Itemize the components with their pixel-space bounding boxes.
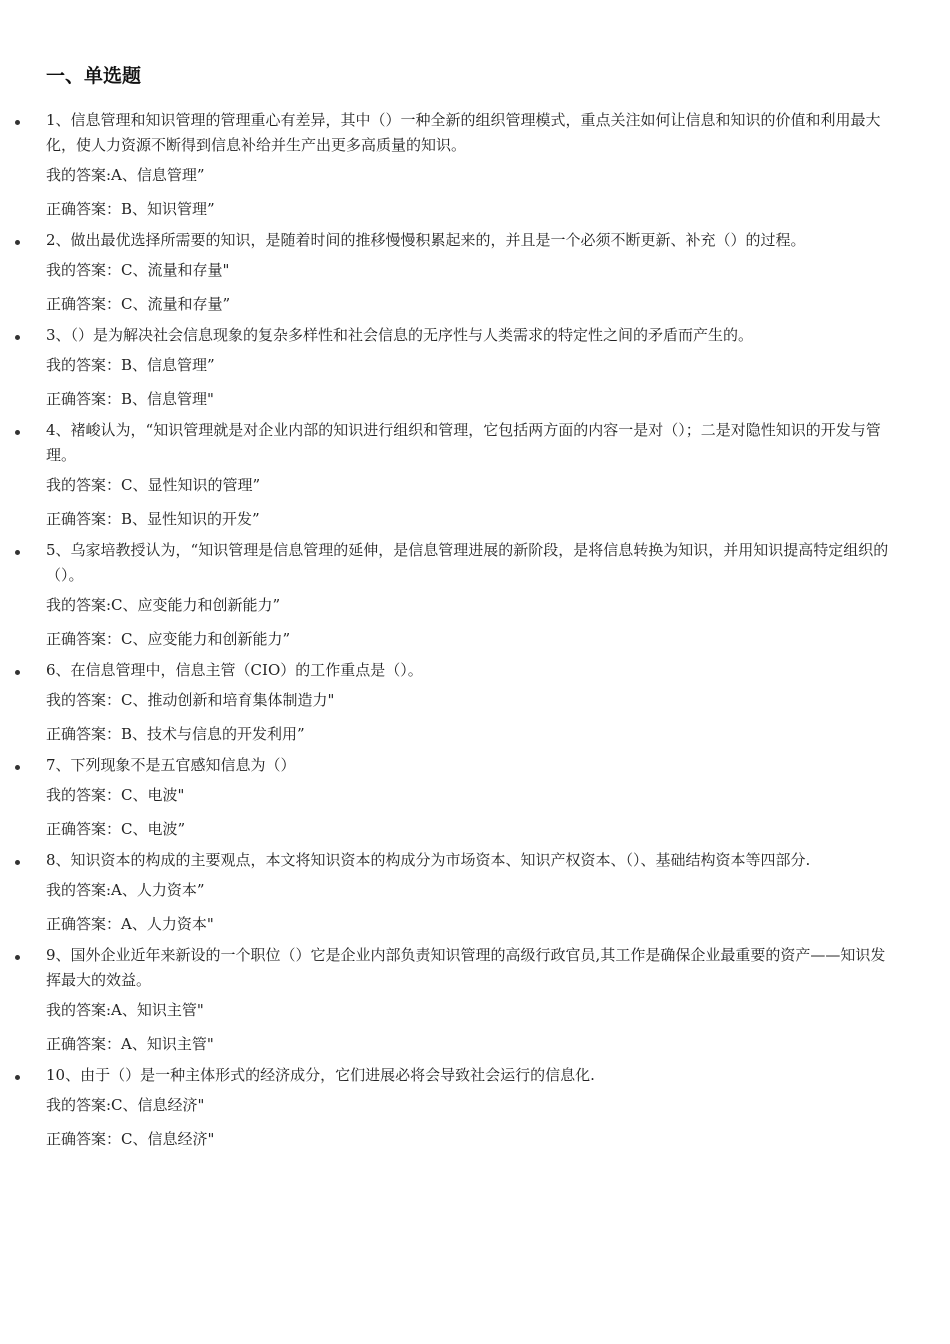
question-text: 1、信息管理和知识管理的管理重心有差异，其中（）一种全新的组织管理模式，重点关注如何让信息和知识的价值和利用最大化，使人力资源不断得到信息补给并生产出更多高质量的知识。	[46, 111, 881, 154]
bullet-icon	[15, 1075, 20, 1080]
bullet-icon	[15, 430, 20, 435]
bullet-icon	[15, 860, 20, 865]
my-answer: 我的答案:A、人力资本”	[46, 880, 205, 899]
bullet-icon	[15, 955, 20, 960]
my-answer: 我的答案：B、信息管理”	[46, 355, 215, 374]
question-text: 5、乌家培教授认为，“知识管理是信息管理的延伸，是信息管理进展的新阶段，是将信息转换为知识，并用知识提高特定组织的（）。	[46, 541, 889, 584]
correct-answer: 正确答案：B、显性知识的开发”	[46, 509, 260, 528]
question-list	[0, 106, 950, 1156]
question-item-6	[0, 656, 950, 751]
question-item-5	[0, 536, 950, 656]
question-item-7	[0, 751, 950, 846]
correct-answer: 正确答案：C、信息经济"	[46, 1129, 215, 1148]
question-text: 8、知识资本的构成的主要观点，本文将知识资本的构成分为市场资本、知识产权资本、（）、基础结构资本等四部分.	[46, 851, 811, 869]
my-answer: 我的答案:A、信息管理”	[46, 165, 205, 184]
question-text: 3、（）是为解决社会信息现象的复杂多样性和社会信息的无序性与人类需求的特定性之间的矛盾而产生的。	[46, 326, 754, 344]
correct-answer: 正确答案：A、知识主管"	[46, 1034, 214, 1053]
my-answer: 我的答案:A、知识主管"	[46, 1000, 204, 1019]
question-item-9	[0, 941, 950, 1061]
bullet-icon	[15, 120, 20, 125]
question-item-8	[0, 846, 950, 941]
section-title: 一、单选题	[46, 65, 142, 87]
question-item-3	[0, 321, 950, 416]
bullet-icon	[15, 240, 20, 245]
correct-answer: 正确答案：C、应变能力和创新能力”	[46, 629, 291, 648]
question-text: 6、在信息管理中，信息主管（CIO）的工作重点是（）。	[46, 661, 423, 679]
question-text: 7、下列现象不是五官感知信息为（）	[46, 756, 296, 774]
question-text: 2、做出最优选择所需要的知识，是随着时间的推移慢慢积累起来的，并且是一个必须不断更新、补充（）的过程。	[46, 231, 806, 249]
question-item-4	[0, 416, 950, 536]
question-text: 10、由于（）是一种主体形式的经济成分，它们进展必将会导致社会运行的信息化.	[46, 1066, 595, 1084]
bullet-icon	[15, 765, 20, 770]
bullet-icon	[15, 550, 20, 555]
correct-answer: 正确答案：A、人力资本"	[46, 914, 214, 933]
question-text: 4、褚峻认为，“知识管理就是对企业内部的知识进行组织和管理，它包括两方面的内容一是对（）；二是对隐性知识的开发与管理。	[46, 421, 881, 464]
question-item-10	[0, 1061, 950, 1156]
question-text: 9、国外企业近年来新设的一个职位（）它是企业内部负责知识管理的高级行政官员,其工作是确保企业最重要的资产——知识发挥最大的效益。	[46, 946, 886, 989]
my-answer: 我的答案：C、推动创新和培育集体制造力"	[46, 690, 335, 709]
correct-answer: 正确答案：C、电波”	[46, 819, 186, 838]
my-answer: 我的答案:C、信息经济"	[46, 1095, 205, 1114]
correct-answer: 正确答案：C、流量和存量”	[46, 294, 231, 313]
my-answer: 我的答案：C、电波"	[46, 785, 185, 804]
question-item-2	[0, 226, 950, 321]
my-answer: 我的答案:C、应变能力和创新能力”	[46, 595, 281, 614]
correct-answer: 正确答案：B、知识管理”	[46, 199, 215, 218]
question-item-1	[0, 106, 950, 226]
bullet-icon	[15, 670, 20, 675]
correct-answer: 正确答案：B、信息管理"	[46, 389, 214, 408]
bullet-icon	[15, 335, 20, 340]
correct-answer: 正确答案：B、技术与信息的开发利用”	[46, 724, 305, 743]
my-answer: 我的答案：C、显性知识的管理”	[46, 475, 261, 494]
my-answer: 我的答案：C、流量和存量"	[46, 260, 230, 279]
